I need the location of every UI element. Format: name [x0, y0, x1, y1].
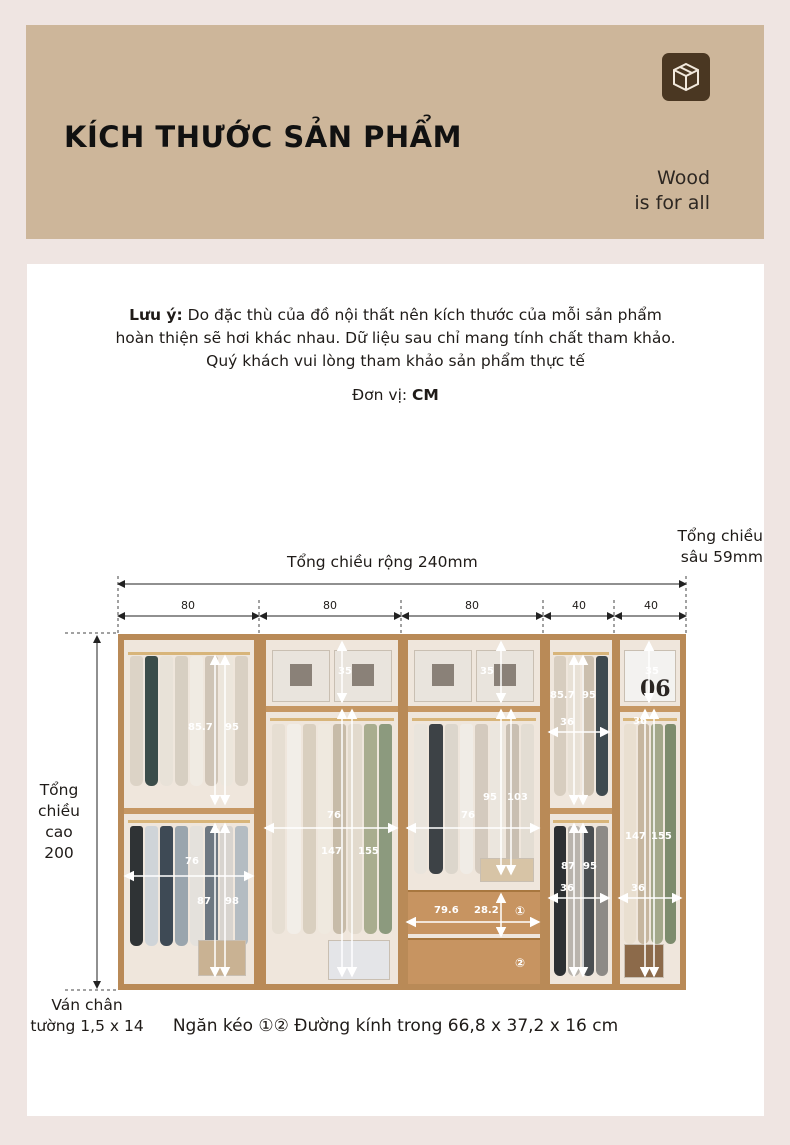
dim-b5-b: 155: [651, 831, 672, 842]
total-width-label: Tổng chiều rộng 240mm: [287, 553, 478, 571]
dim-b3-a: 95: [483, 792, 497, 803]
inner-dimension-lines: [27, 264, 764, 1116]
note-label: Lưu ý:: [129, 306, 183, 324]
dim-b3-drawer-w: 79.6: [434, 905, 459, 916]
content-card: [27, 264, 764, 1116]
dim-b2-box: 35: [338, 666, 352, 677]
caption-text: Đường kính trong 66,8 x 37,2 x 16 cm: [288, 1016, 619, 1036]
baseboard-line-2: tường 1,5 x 14: [30, 1017, 144, 1035]
dim-b4-c: 87: [561, 861, 575, 872]
page-title: KÍCH THƯỚC SẢN PHẨM: [64, 120, 462, 154]
caption-prefix: Ngăn kéo: [172, 1016, 259, 1036]
dim-b2-b: 155: [358, 846, 379, 857]
dim-b3-w: 76: [461, 810, 475, 821]
dim-b4-d: 95: [583, 861, 597, 872]
total-depth-line-1: Tổng chiều: [677, 527, 763, 545]
drawer-1-mark: ①: [515, 904, 526, 918]
dim-b1-top-b: 95: [225, 722, 239, 733]
baseboard-line-1: Ván chân: [51, 996, 123, 1014]
box-icon: [662, 53, 710, 101]
dim-b3-b: 103: [507, 792, 528, 803]
total-height-line-1: Tổng: [39, 781, 79, 799]
drawer-caption: [27, 1016, 764, 1036]
note-line-3: Quý khách vui lòng tham khảo sản phẩm thực tế: [206, 352, 585, 370]
brand-slogan: [634, 166, 710, 216]
total-height-line-4: 200: [44, 844, 74, 862]
dim-b4-b: 95: [582, 690, 596, 701]
dim-b1-bottom-b: 98: [225, 896, 239, 907]
total-depth-line-2: sâu 59mm: [680, 548, 763, 566]
box-label: 06: [640, 676, 671, 702]
dim-b4-a: 85.7: [550, 690, 575, 701]
header-banner: [26, 25, 764, 239]
dim-b2-w: 76: [327, 810, 341, 821]
dim-b3-box: 35: [480, 666, 494, 677]
segment-4: 40: [572, 599, 586, 612]
note-line-2: hoàn thiện sẽ hơi khác nhau. Dữ liệu sau chỉ mang tính chất tham khảo.: [115, 329, 676, 347]
total-height-line-3: cao: [45, 823, 73, 841]
segment-5: 40: [644, 599, 658, 612]
dim-b5-w2: 36: [631, 883, 645, 894]
total-height-line-2: chiều: [37, 802, 80, 820]
caption-marks: ①②: [258, 1016, 289, 1036]
segment-3: 80: [465, 599, 479, 612]
segment-1: 80: [181, 599, 195, 612]
segment-2: 80: [323, 599, 337, 612]
slogan-line-2: is for all: [634, 192, 710, 214]
slogan-line-1: Wood: [657, 167, 710, 189]
dim-b1-top-a: 85.7: [188, 722, 213, 733]
dim-b1-bottom-w: 76: [185, 856, 199, 867]
dim-b1-bottom-a: 87: [197, 896, 211, 907]
note-line-1: Do đặc thù của đồ nội thất nên kích thước của mỗi sản phẩm: [182, 306, 662, 324]
dim-b5-a: 147: [625, 831, 646, 842]
dim-b5-w: 36: [633, 716, 647, 727]
dim-b5-box: 35: [645, 666, 659, 677]
dim-b4-w: 36: [560, 717, 574, 728]
dim-b3-drawer-h: 28.2: [474, 905, 499, 916]
dim-b2-a: 147: [321, 846, 342, 857]
drawer-2-mark: ②: [515, 956, 526, 970]
dim-b4-w2: 36: [560, 883, 574, 894]
unit-value: CM: [412, 386, 439, 404]
unit-text: Đơn vị:: [352, 386, 413, 404]
